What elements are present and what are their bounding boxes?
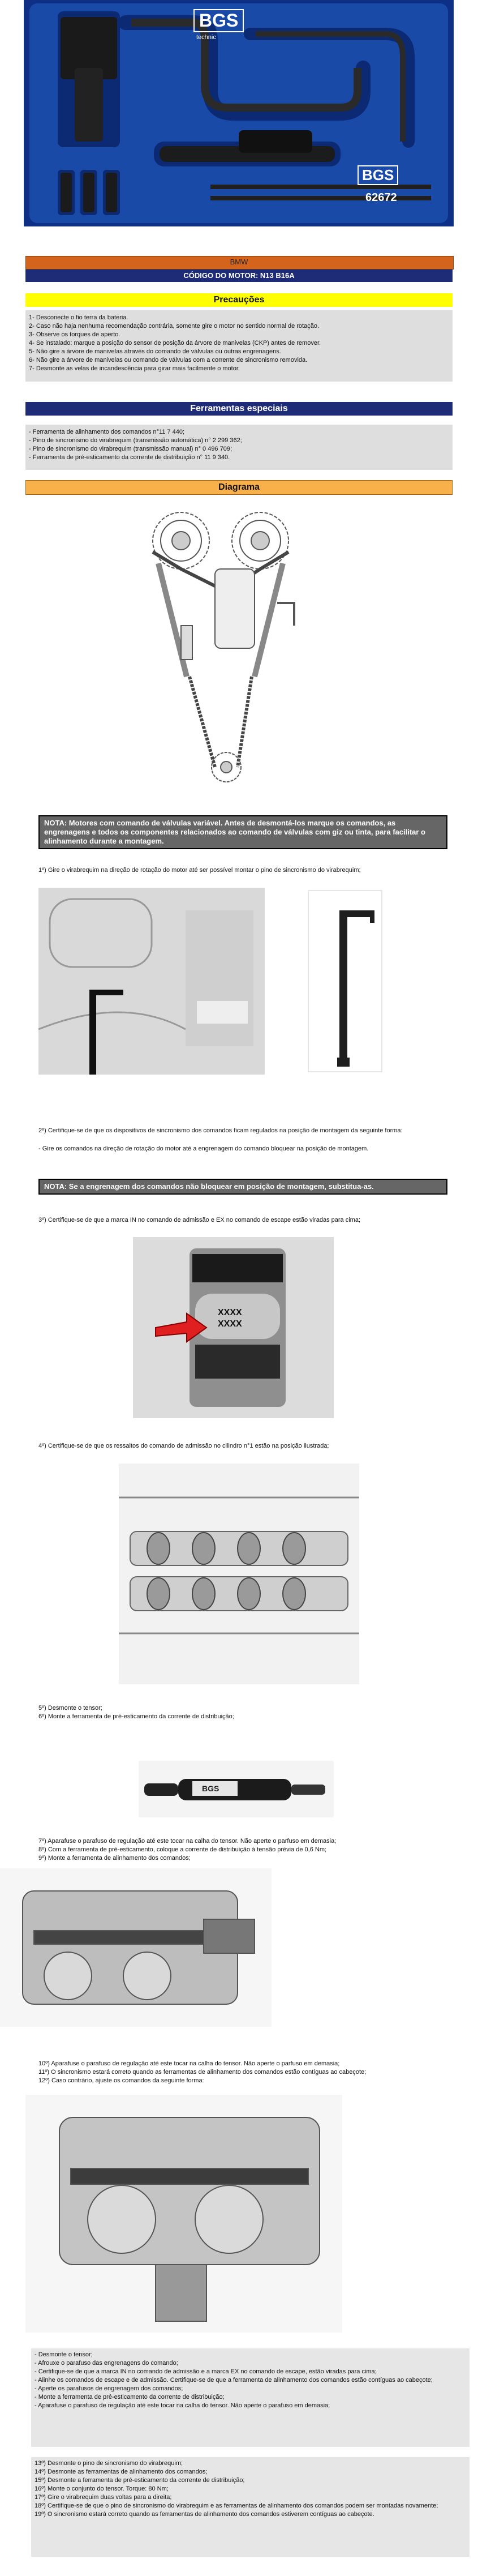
step-10: 10º) Aparafuse o parafuso de regulação até este tocar na calha do tensor. Não aperte o parfuso em demasia; [38,2060,340,2067]
final-step: 13º) Desmonte o pino de sincronismo do virabrequim; [35,2460,183,2467]
adjust-step: - Monte a ferramenta de pré-esticamento da corrente de distribuição; [35,2394,225,2400]
kit-number: 62672 [365,191,397,204]
precaution-item: 4- Se instalado: marque a posição do sensor de posição da árvore de manivelas (CKP) antes de remover. [29,340,321,346]
cam-mark-2: XXXX [218,1319,242,1329]
final-step: 15º) Desmonte a ferramenta de pré-esticamento da corrente de distribuição; [35,2477,245,2484]
adjust-step: - Certifique-se de que a marca IN no comando de admissão e a marca EX no comando de escape, estão viradas para cima; [35,2368,377,2375]
final-steps-panel [31,2457,470,2557]
alignment-check-illustration [25,2095,342,2333]
camshaft-lobe-diagram [119,1464,359,1684]
tool-case-photo [24,0,454,226]
tensioner-tool-photo [139,1761,334,1817]
special-tools-list [25,425,453,470]
special-tools-title: Ferramentas especiais [25,402,453,416]
timing-chain-diagram [147,501,328,795]
adjust-step: - Afrouxe o parafuso das engrenagens do comando; [35,2360,178,2367]
final-step: 14º) Desmonte as ferramentas de alinhamento dos comandos; [35,2468,208,2475]
step-2-sub: - Gire os comandos na direção de rotação do motor até a engrenagem do comando bloquear na posição de montagem. [38,1145,369,1152]
step-8: 8º) Com a ferramenta de pré-esticamento, coloque a corrente de distribuição à tensão prévia de 0,6 Nm; [38,1846,327,1853]
adjust-step: - Aperte os parafusos de engrenagem dos comandos; [35,2385,183,2392]
step-1: 1º) Gire o virabrequim na direção de rotação do motor até ser possível montar o pino de sincronismo do virabrequim; [38,867,361,874]
diagram-title: Diagrama [25,480,453,495]
step-2: 2º) Certifique-se de que os dispositivos de sincronismo dos comandos ficam regulados na posição de montagem da seguinte forma: [38,1127,403,1134]
kit-logo-top: BGS [193,9,244,32]
adjust-step: - Desmonte o tensor; [35,2351,93,2358]
tool-item: - Ferramenta de pré-esticamento da corrente de distribuição n° 11 9 340. [29,454,230,461]
engine-code: CÓDIGO DO MOTOR: N13 B16A [183,271,295,280]
precaution-item: 2- Caso não haja nenhuma recomendação contrária, somente gire o motor no sentido normal de rotação. [29,323,320,330]
final-step: 17º) Gire o virabrequim duas voltas para a direita; [35,2494,172,2501]
adjust-step: - Aparafuse o parafuso de regulação até este tocar na calha do tensor. Não aperte o parafuso em demasia; [35,2402,330,2409]
step-9: 9º) Monte a ferramenta de alinhamento dos comandos; [38,1855,191,1862]
cam-mark-1: XXXX [218,1308,242,1317]
tensioner-tool-logo: BGS [202,1784,219,1793]
precaution-item: 1- Desconecte o fio terra da bateria. [29,314,128,321]
final-step: 19º) O sincronismo estará correto quando as ferramentas de alinhamento dos comandos estiverem contíguas ao cabeçote. [35,2511,374,2518]
note-gear-replace: NOTA: Se a engrenagem dos comandos não bloquear em posição de montagem, substitua-as. [38,1179,447,1195]
step-6: 6º) Monte a ferramenta de pré-esticamento da corrente de distribuição; [38,1713,234,1720]
tool-item: - Ferramenta de alinhamento dos comandos n°11 7 440; [29,429,185,435]
adjust-steps-panel [31,2348,470,2447]
crank-pin-tool-photo [288,888,402,1075]
precaution-item: 5- Não gire a árvore de manivelas através do comando de válvulas ou outras engrenagens. [29,348,281,355]
tool-item: - Pino de sincronismo do virabrequim (transmissão manual) n° 0 496 709; [29,446,232,452]
step-3: 3º) Certifique-se de que a marca IN no comando de admissão e EX no comando de escape estão viradas para cima; [38,1217,360,1223]
step-7: 7º) Aparafuse o parafuso de regulação até este tocar na calha do tensor. Não aperte o parfuso em demasia; [38,1838,337,1845]
final-step: 18º) Certifique-se de que o pino de sincronismo do virabrequim e as ferramentas de alinhamento dos comandos podem ser montadas novamente; [35,2502,438,2509]
camshaft-mark-photo [133,1237,334,1418]
alignment-tool-illustration [0,1868,272,2027]
tool-item: - Pino de sincronismo do virabrequim (transmissão automática) n° 2 299 362; [29,437,242,444]
step-5: 5º) Desmonte o tensor; [38,1705,102,1711]
adjust-step: - Alinhe os comandos de escape e de admissão. Certifique-se de que a ferramenta de alinhamento dos comandos estão contíguas ao cabeçote; [35,2377,433,2384]
precaution-item: 6- Não gire a árvore de manivelas ou comando de válvulas com a corrente de sincronismo removida. [29,357,308,363]
step-4: 4º) Certifique-se de que os ressaltos do comando de admissão no cilindro n°1 estão na posição ilustrada; [38,1443,329,1449]
precautions-title: Precauções [25,293,453,307]
kit-logo-sub: technic [196,34,216,41]
final-step: 16º) Monte o conjunto do tensor. Torque: 80 Nm; [35,2485,169,2492]
precautions-list [25,310,453,382]
precaution-item: 7- Desmonte as velas de incandescência para girar mais facilmente o motor. [29,365,240,372]
note-camshaft-marking: NOTA: Motores com comando de válvulas variável. Antes de desmontá-los marque os comandos, as engrenagens e todos os componentes relacionados ao comando de válvulas com giz ou tinta, para facilitar o alinhamento durante a montagem. [38,815,447,849]
crank-pin-photo [38,888,265,1075]
precaution-item: 3- Observe os torques de aperto. [29,331,120,338]
step-12: 12º) Caso contrário, ajuste os comandos da seguinte forma: [38,2077,204,2084]
brand-label: BMW [230,258,248,266]
kit-logo-right: BGS [358,165,398,185]
step-11: 11º) O sincronismo estará correto quando as ferramentas de alinhamento dos comandos estão contíguas ao cabeçote; [38,2069,367,2076]
